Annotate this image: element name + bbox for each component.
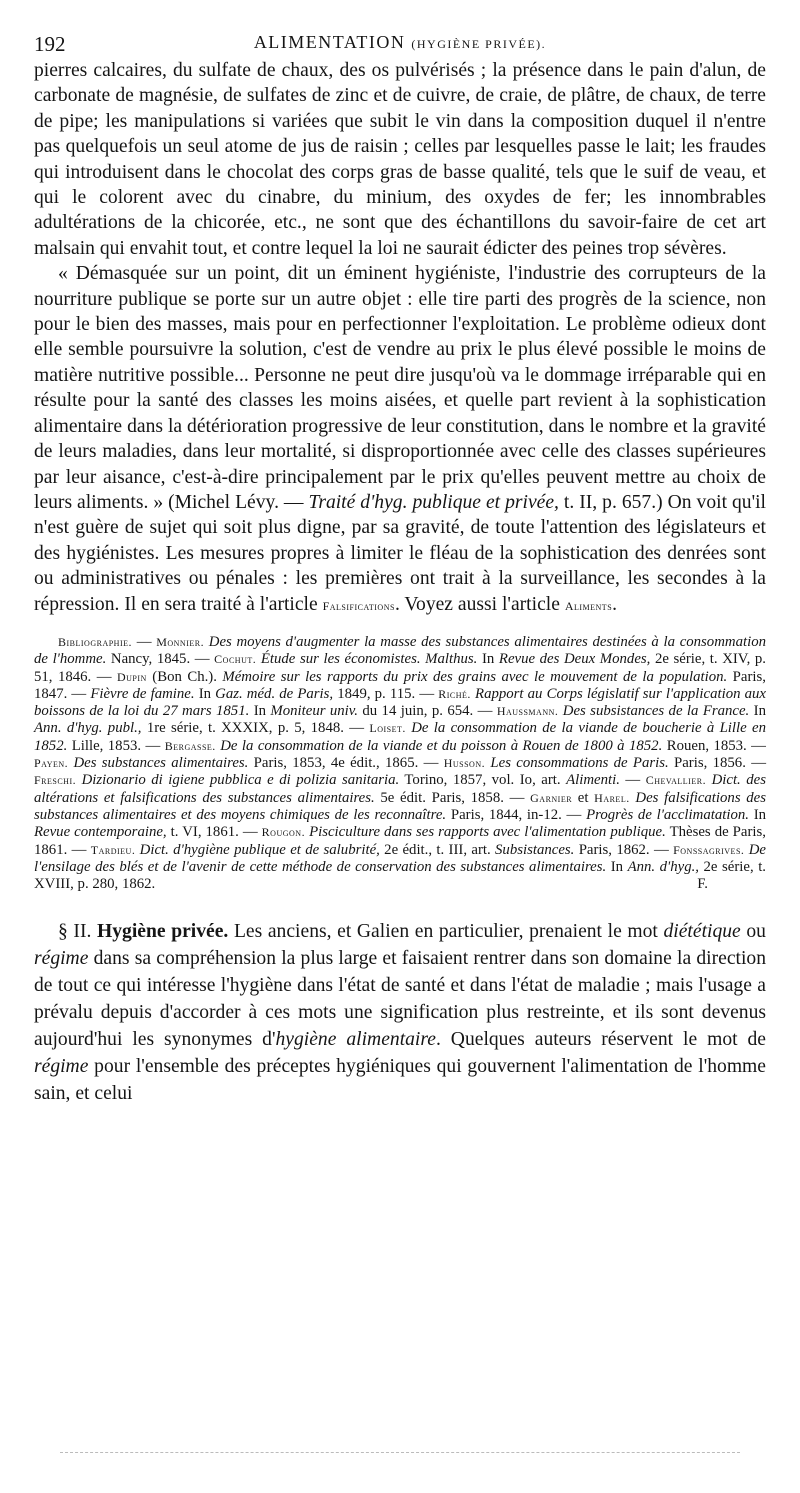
biblio-title: De l'ensilage des blés et de l'avenir de cette méthode de conservation des substances alimentaires. bbox=[34, 841, 766, 875]
biblio-author: Fonssagrives. bbox=[673, 842, 745, 857]
term-regime-2: régime bbox=[34, 1055, 89, 1077]
term-dietetique: diététique bbox=[663, 920, 741, 942]
biblio-author: Payen. bbox=[34, 756, 69, 771]
biblio-title: Pisciculture dans ses rapports avec l'alimentation publique. bbox=[305, 824, 666, 841]
biblio-author: Freschi. bbox=[34, 773, 77, 788]
book-page bbox=[34, 28, 766, 1107]
biblio-text: 5e édit. Paris, 1858. — bbox=[374, 789, 531, 806]
biblio-text: Rouen, 1853. — bbox=[662, 737, 766, 754]
term-regime: régime bbox=[34, 947, 89, 969]
section-hygiene-privee bbox=[34, 918, 766, 1107]
biblio-title: Dizionario di igiene pubblica e di polizia sanitaria. bbox=[76, 772, 400, 789]
biblio-author: Loiset. bbox=[369, 721, 406, 736]
biblio-text: In bbox=[749, 703, 766, 720]
main-text bbox=[34, 58, 766, 619]
biblio-author: Bergasse. bbox=[164, 738, 216, 753]
ref-between: . Voyez aussi l'article bbox=[394, 593, 565, 615]
biblio-title: Progrès de l'acclimatation. bbox=[586, 806, 749, 823]
running-title bbox=[34, 32, 766, 53]
biblio-title: Dict. des altérations et falsifications des substances alimentaires. bbox=[34, 772, 766, 806]
biblio-author: Haussmann. bbox=[496, 704, 559, 719]
citation-title: Traité d'hyg. publique et privée, bbox=[308, 491, 559, 513]
biblio-text: Torino, 1857, vol. Io, art. bbox=[399, 772, 567, 789]
biblio-author: Bibliographie. bbox=[58, 634, 132, 649]
biblio-title: Fièvre de famine. bbox=[90, 685, 195, 702]
biblio-text: 2e édit., t. III, art. bbox=[379, 841, 496, 858]
biblio-text: In bbox=[194, 685, 216, 702]
biblio-text: Paris, 1847. — bbox=[34, 668, 766, 702]
term-hygiene-alimentaire: hygiène alimentaire bbox=[275, 1028, 436, 1050]
biblio-text: 2e série, t. XIV, p. 51, 1846. — bbox=[34, 651, 766, 685]
biblio-author: Monnier. bbox=[156, 634, 205, 649]
biblio-title: Les consommations de Paris. bbox=[485, 755, 669, 772]
biblio-title: Étude sur les économistes. Malthus. bbox=[256, 651, 478, 668]
biblio-title: Des subsistances de la France. bbox=[558, 703, 750, 720]
paragraph-quotation bbox=[34, 261, 766, 619]
biblio-title: Subsistances. bbox=[495, 841, 575, 858]
biblio-text: du 14 juin, p. 654. — bbox=[357, 703, 497, 720]
section-text-5: pour l'ensemble des préceptes hygiéniques qui gouvernent l'alimentation de l'homme sain, et celui bbox=[34, 1055, 766, 1104]
ref-aliments: Aliments bbox=[564, 598, 613, 613]
biblio-text: Thèses de Paris, 1861. — bbox=[34, 824, 766, 858]
biblio-author: Cochut. bbox=[214, 652, 257, 667]
biblio-text: Lille, 1853. — bbox=[67, 737, 165, 754]
biblio-text: In bbox=[606, 858, 628, 875]
biblio-title: Moniteur univ. bbox=[270, 703, 358, 720]
section-text-4: . Quelques auteurs réservent le mot de bbox=[435, 1028, 766, 1050]
biblio-title: Gaz. méd. de Paris, bbox=[215, 685, 334, 702]
page-number: 192 bbox=[34, 32, 66, 56]
quotation-text: « Démasquée sur un point, dit un éminent hygiéniste, l'industrie des corrupteurs de la nourriture publique se porte sur un autre objet : elle tire parti des progrès de la science, non pour le bien des masses, mais pour en perfectionner l'exploitation. Le problème odieux dont elle semble poursuivre la solution, c'est de vendre au prix le plus élevé possible le moins de matière nutritive possible... Personne ne peut dire jusqu'où va le dommage irréparable qui en résulte pour la santé des classes les moins aisées, et quelle part revient à la sophistication alimentaire dans la détérioration progressive de leur constitution, dans le nombre et la gravité de leurs maladies, dans leur mortalité, si disproportionnée avec celle des classes supérieures par leur aisance, c'est-à-dire principalement par le prix qu'elles peuvent mettre au choix de leurs aliments. » (Michel Lévy. — bbox=[34, 263, 766, 513]
biblio-author: Rougon. bbox=[261, 825, 306, 840]
biblio-text: Nancy, 1845. — bbox=[106, 651, 215, 668]
biblio-text: Paris, 1856. — bbox=[668, 755, 767, 772]
section-text-2: ou bbox=[740, 920, 766, 942]
biblio-text: Paris, 1844, in-12. — bbox=[446, 806, 587, 823]
bottom-scan-artifact bbox=[60, 1452, 740, 1454]
paragraph-adulterations: pierres calcaires, du sulfate de chaux, des os pulvérisés ; la présence dans le pain d'alun, de carbonate de magnésie, de sulfates de zinc et de cuivre, de craie, de plâtre, de chaux, de terre de pipe; les manipulations si variées que subit le vin dans la composition duquel il n'entre pas quelquefois un seul atome de jus de raisin ; celles par lesquelles passe le lait; les fraudes qui introduisent dans le chocolat des corps gras de basse qualité, tels que le suif de veau, et qui le colorent avec du cinabre, du minium, des oxydes de fer; les innombrables adultérations de la chicorée, etc., ne sont que des échantillons du savoir-faire de cet art malsain qui envahit tout, et contre lequel la loi ne saurait édicter des peines trop sévères. bbox=[34, 60, 766, 259]
running-header bbox=[34, 28, 766, 58]
paragraph-end: . bbox=[612, 593, 618, 615]
biblio-text: 2e série, t. XVIII, p. 280, 1862. bbox=[34, 858, 767, 893]
biblio-title: De la consommation de la viande de boucherie à Lille en 1852. bbox=[34, 720, 766, 754]
biblio-author: Dupin bbox=[116, 669, 147, 684]
section-text-3: dans sa compréhension la plus large et faisaient rentrer dans son domaine la direction de tout ce qui intéresse l'hygiène dans l'état de santé et dans l'état de maladie ; mais l'usage a prévalu depuis d'accorder à ces mots une signification plus restreinte, et ils sont devenus aujourd'hui les synonymes d' bbox=[34, 947, 766, 1050]
biblio-text: In bbox=[748, 806, 767, 823]
biblio-text: (Bon Ch.). bbox=[146, 668, 223, 685]
biblio-title: Mémoire sur les rapports du prix des grains avec le mouvement de la population. bbox=[222, 668, 728, 685]
biblio-author: Garnier bbox=[530, 790, 573, 805]
biblio-title: Dict. d'hygiène publique et de salubrité, bbox=[135, 841, 380, 858]
biblio-author: Riché. bbox=[438, 686, 471, 701]
running-title-sub: (HYGIÈNE PRIVÉE). bbox=[411, 37, 547, 51]
section-text-1: Les anciens, et Galien en particulier, prenaient le mot bbox=[228, 920, 664, 942]
section-heading: Hygiène privée. bbox=[97, 920, 229, 942]
biblio-text: 1849, p. 115. — bbox=[333, 685, 439, 702]
biblio-title: Rapport au Corps législatif sur l'application aux boissons de la loi du 27 mars 1851. bbox=[34, 685, 766, 720]
biblio-title: De la consommation de la viande et du poisson à Rouen de 1800 à 1852. bbox=[215, 737, 663, 754]
biblio-text: In bbox=[477, 651, 499, 668]
biblio-title: Des substances alimentaires. bbox=[68, 755, 249, 772]
biblio-text: et bbox=[572, 789, 595, 806]
biblio-text: Paris, 1853, 4e édit., 1865. — bbox=[248, 755, 444, 772]
biblio-title: Revue contemporaine, bbox=[34, 824, 167, 841]
running-title-main: ALIMENTATION bbox=[253, 32, 406, 52]
biblio-title: Ann. d'hyg., bbox=[627, 858, 699, 875]
biblio-title: Des falsifications des substances alimentaires et des moyens chimiques de les reconnaître. bbox=[34, 789, 766, 823]
quotation-continuation: t. II, p. 657.) On voit qu'il n'est guère de sujet qui soit plus digne, par sa gravité, de toute l'attention des législateurs et des hygiénistes. Les mesures propres à limiter le fléau de la sophistication des denrées sont ou administratives ou pénales : les premières ont trait à la surveillance, les secondes à la répression. Il en sera traité à l'article bbox=[34, 491, 766, 615]
biblio-title: Alimenti. bbox=[566, 772, 620, 789]
ref-falsifications: Falsifications bbox=[322, 598, 395, 613]
biblio-text: — bbox=[619, 772, 646, 789]
biblio-text: t. VI, 1861. — bbox=[166, 824, 262, 841]
bibliography-signature: F. bbox=[697, 876, 708, 893]
biblio-text: 1re série, t. XXXIX, p. 5, 1848. — bbox=[141, 720, 370, 737]
biblio-title: Revue des Deux Mondes, bbox=[498, 651, 651, 668]
bibliography bbox=[34, 634, 766, 893]
biblio-author: Chevallier. bbox=[645, 773, 707, 788]
section-mark: § II. bbox=[58, 920, 92, 942]
biblio-text: Paris, 1862. — bbox=[574, 841, 674, 858]
biblio-text: In bbox=[249, 703, 271, 720]
biblio-author: Tardieu. bbox=[90, 842, 136, 857]
biblio-title: Ann. d'hyg. publ., bbox=[34, 720, 142, 737]
biblio-title: Des moyens d'augmenter la masse des substances alimentaires destinées à la consommation de l'homme. bbox=[34, 633, 766, 668]
biblio-author: Husson. bbox=[443, 756, 486, 771]
biblio-text: — bbox=[132, 633, 157, 650]
biblio-author: Harel. bbox=[594, 790, 630, 805]
